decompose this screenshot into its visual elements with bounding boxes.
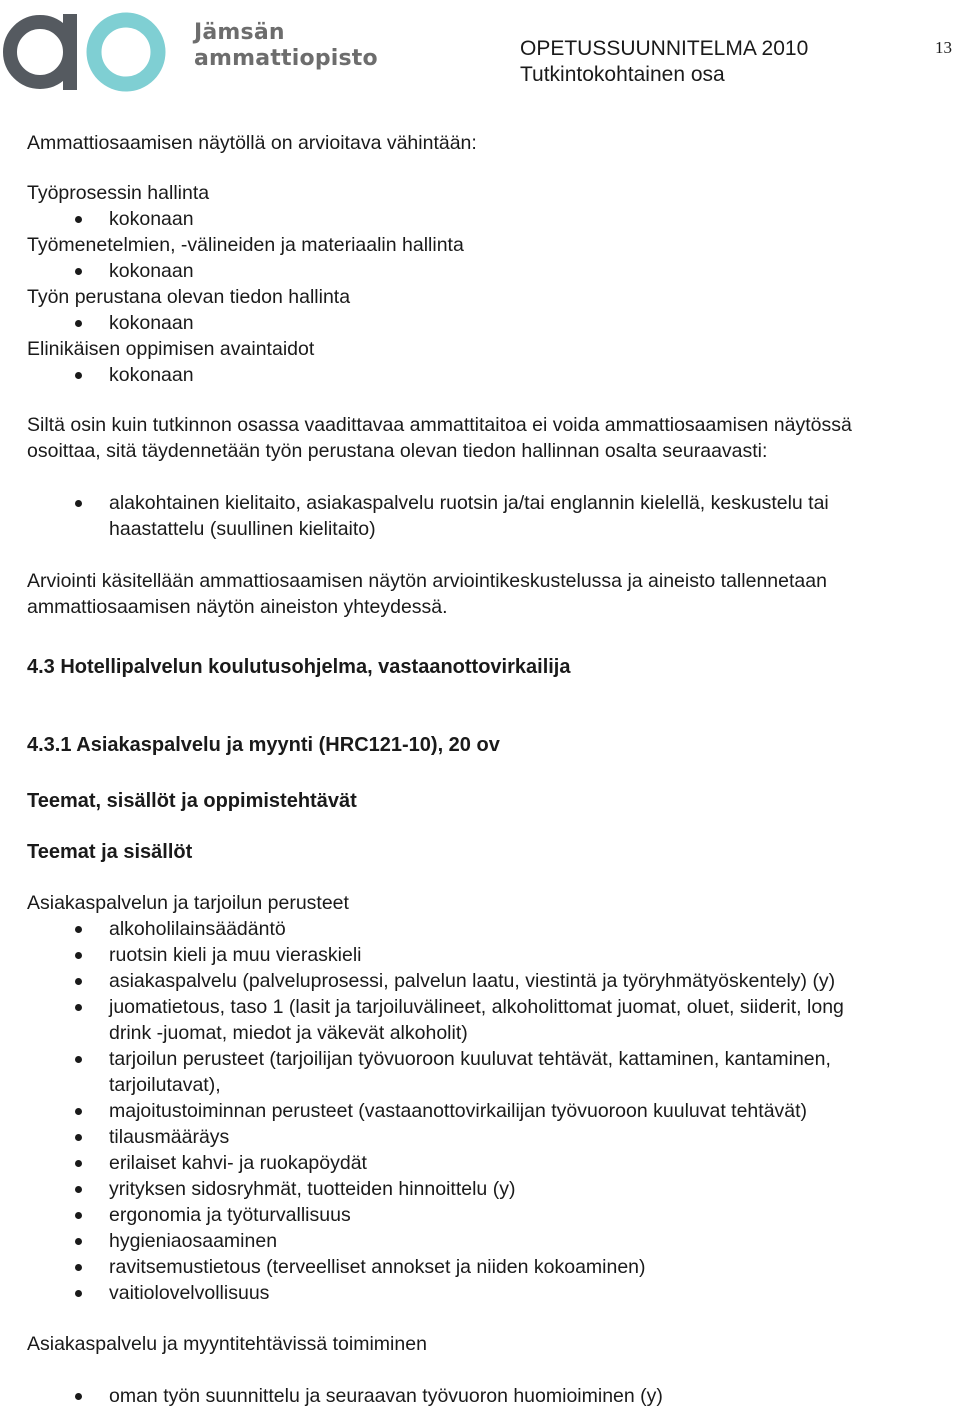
criterion-value: kokonaan [27, 362, 957, 388]
paragraph-supplement-line: osoittaa, sitä täydennetään työn perustana olevan tiedon hallinnan osalta seuraavasti: [27, 440, 768, 462]
list-item: asiakaspalvelu (palveluprosessi, palvelun laatu, viestintä ja työryhmätyöskentely) (y) [27, 968, 957, 994]
criterion-title: Työn perustana olevan tiedon hallinta [27, 286, 351, 308]
criterion-title: Elinikäisen oppimisen avaintaidot [27, 338, 315, 360]
criterion-title: Työprosessin hallinta [27, 182, 210, 204]
topic-heading: Teemat, sisällöt ja oppimistehtävät [27, 790, 357, 812]
paragraph-supplement-line: Siltä osin kuin tutkinnon osassa vaadittavaa ammattitaitoa ei voida ammattiosaamisen näytössä [27, 414, 852, 436]
subsection-heading: 4.3.1 Asiakaspalvelu ja myynti (HRC121-10), 20 ov [27, 734, 500, 756]
criteria-list [27, 180, 957, 388]
list-item: tarjoilun perusteet (tarjoilijan työvuoroon kuuluvat tehtävät, kattaminen, kantaminen, tarjoilutavat), [27, 1046, 957, 1098]
topic-subheading: Teemat ja sisällöt [27, 841, 193, 863]
section-heading: 4.3 Hotellipalvelun koulutusohjelma, vastaanottovirkailija [27, 656, 571, 678]
list-item: juomatietous, taso 1 (lasit ja tarjoiluvälineet, alkoholittomat juomat, oluet, siiderit, long drink -juomat, miedot ja väkevät alkoholit) [27, 994, 957, 1046]
criterion-value: kokonaan [27, 258, 957, 284]
content-group-title: Asiakaspalvelu ja myyntitehtävissä toimiminen [27, 1333, 427, 1355]
content-list [27, 916, 957, 1306]
criterion-title: Työmenetelmien, -välineiden ja materiaalin hallinta [27, 234, 464, 256]
list-item: vaitiolovelvollisuus [27, 1280, 957, 1306]
school-name [194, 20, 378, 72]
list-item: ravitsemustietous (terveelliset annokset ja niiden kokoaminen) [27, 1254, 957, 1280]
criterion-value: kokonaan [27, 206, 957, 232]
supplement-list [27, 490, 957, 542]
school-name-line1: Jämsän [194, 20, 285, 45]
list-item: ergonomia ja työturvallisuus [27, 1202, 957, 1228]
school-name-line2: ammattiopisto [194, 46, 378, 71]
list-item: majoitustoiminnan perusteet (vastaanottovirkailijan työvuoroon kuuluvat tehtävät) [27, 1098, 957, 1124]
list-item: hygieniaosaaminen [27, 1228, 957, 1254]
document-header [520, 36, 808, 88]
list-item: alkoholilainsäädäntö [27, 916, 957, 942]
criterion-value: kokonaan [27, 310, 957, 336]
content-list [27, 1383, 957, 1409]
list-item: oman työn suunnittelu ja seuraavan työvuoron huomioiminen (y) [27, 1383, 957, 1409]
paragraph-assessment-line: ammattiosaamisen näytön aineiston yhteydessä. [27, 596, 448, 618]
school-logo-icon [0, 2, 180, 98]
list-item: tilausmääräys [27, 1124, 957, 1150]
list-item: yrityksen sidosryhmät, tuotteiden hinnoittelu (y) [27, 1176, 957, 1202]
document-title: OPETUSSUUNNITELMA 2010 [520, 37, 809, 60]
document-subtitle: Tutkintokohtainen osa [520, 63, 725, 86]
content-group-title: Asiakaspalvelun ja tarjoilun perusteet [27, 892, 349, 914]
list-item: erilaiset kahvi- ja ruokapöydät [27, 1150, 957, 1176]
paragraph-assessment-line: Arviointi käsitellään ammattiosaamisen näytön arviointikeskustelussa ja aineisto tallennetaan [27, 570, 827, 592]
page-number: 13 [935, 38, 952, 57]
document-body [27, 130, 957, 1409]
intro-text: Ammattiosaamisen näytöllä on arvioitava vähintään: [27, 132, 477, 154]
list-item: alakohtainen kielitaito, asiakaspalvelu ruotsin ja/tai englannin kielellä, keskustelu tai haastattelu (suullinen kielitaito) [27, 490, 957, 542]
list-item: ruotsin kieli ja muu vieraskieli [27, 942, 957, 968]
